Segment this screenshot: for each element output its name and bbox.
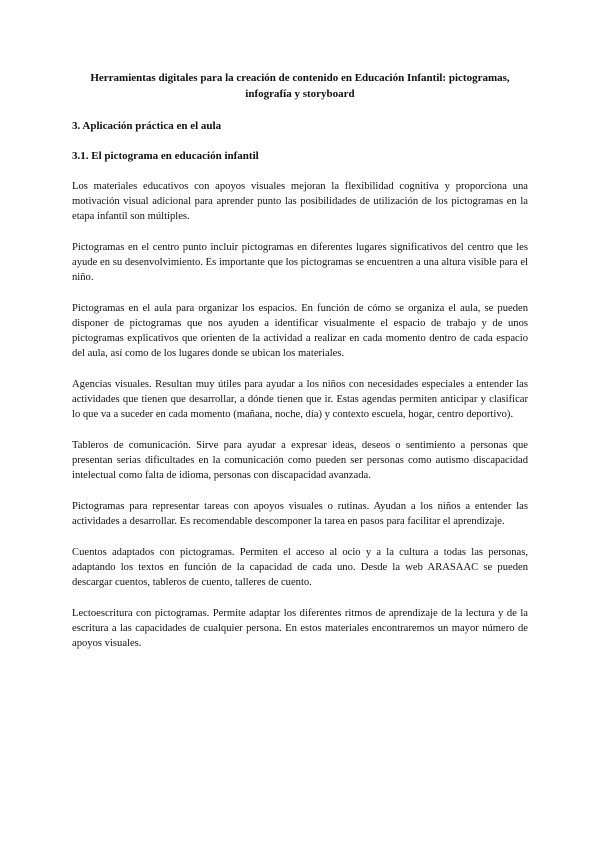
section-heading: 3. Aplicación práctica en el aula	[72, 120, 222, 132]
paragraph-lectoescritura: Lectoescritura con pictogramas. Permite adaptar los diferentes ritmos de aprendizaje de la lectura y de la escritura a las capacidades de cualquier persona. En estos materiales encontraremos un mayor número de apoyos visuales.	[72, 608, 528, 649]
paragraph-centro: Pictogramas en el centro punto incluir pictogramas en diferentes lugares significativos del centro que les ayude en su desenvolvimiento. Es importante que los pictogramas se encuentren a una altura visible para el niño.	[72, 242, 528, 283]
document-page	[72, 70, 528, 667]
paragraph-intro: Los materiales educativos con apoyos visuales mejoran la flexibilidad cognitiva y proporciona una motivación visual adicional para aprender punto las posibilidades de utilización de los pictogramas en la etapa infantil son múltiples.	[72, 181, 528, 222]
paragraph-tareas: Pictogramas para representar tareas con apoyos visuales o rutinas. Ayudan a los niños a entender las actividades a desarrollar. Es recomendable descomponer la tarea en pasos para facilitar el aprendizaje.	[72, 501, 528, 527]
paragraph-agendas: Agencias visuales. Resultan muy útiles para ayudar a los niños con necesidades especiales a entender las actividades que tienen que desarrollar, a dónde tienen que ir. Estas agendas permiten anticipar y clasificar lo que va a suceder en cada momento (mañana, noche, día) y contexto escuela, hogar, centro deportivo).	[72, 379, 528, 420]
paragraph-aula: Pictogramas en el aula para organizar los espacios. En función de cómo se organiza el aula, se pueden disponer de pictogramas que nos ayuden a identificar visualmente el espacio de trabajo y de unos pictogramas explicativos que orienten de la actividad a realizar en cada momento dentro de cada espacio del aula, así como de los lugares donde se ubican los materiales.	[72, 303, 528, 359]
paragraph-cuentos: Cuentos adaptados con pictogramas. Permiten el acceso al ocio y a la cultura a todas las personas, adaptando los textos en función de la capacidad de cada uno. Desde la web ARASAAC se pueden descargar cuentos, tableros de cuento, talleres de cuento.	[72, 547, 528, 588]
body-text	[72, 179, 528, 651]
document-title: Herramientas digitales para la creación de contenido en Educación Infantil: pictogramas, infografía y storyboard	[90, 72, 510, 100]
subsection-heading: 3.1. El pictograma en educación infantil	[72, 150, 259, 162]
paragraph-tableros: Tableros de comunicación. Sirve para ayudar a expresar ideas, deseos o sentimiento a personas que presentan serias dificultades en la comunicación como pueden ser personas como autismo discapacidad intelectual como falta de idioma, personas con discapacidad avanzada.	[72, 440, 528, 481]
